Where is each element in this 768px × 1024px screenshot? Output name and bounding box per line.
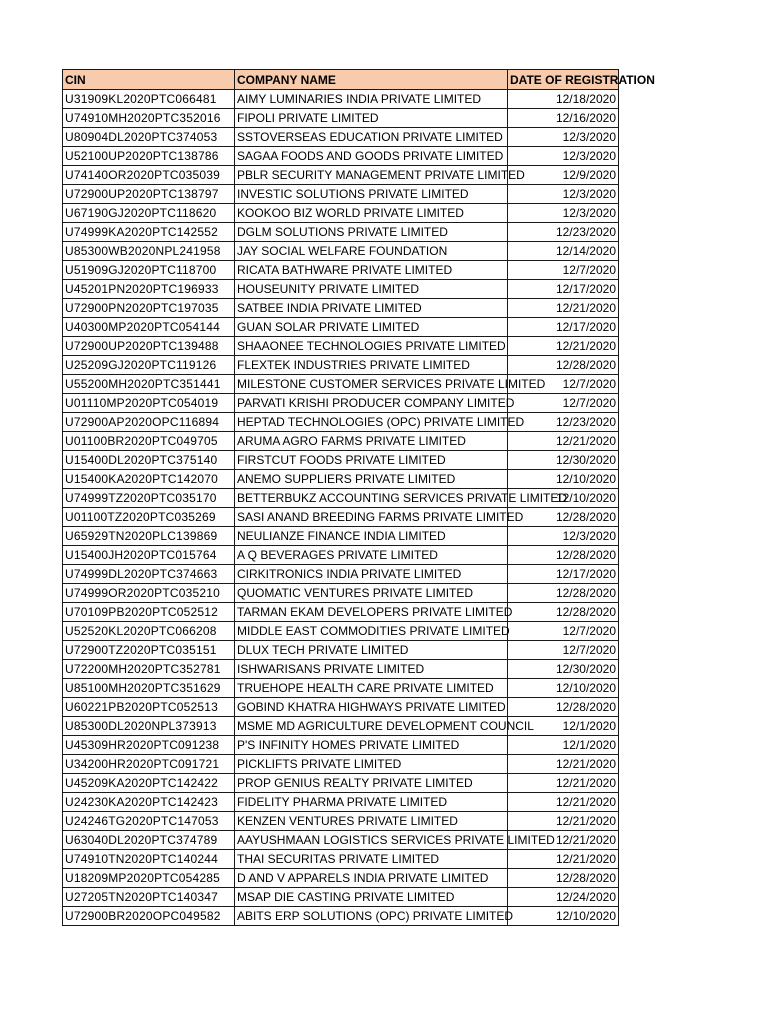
registration-date-cell[interactable]: 12/28/2020 [508,546,619,565]
company-name-cell[interactable]: SAGAA FOODS AND GOODS PRIVATE LIMITED [235,147,508,166]
registration-date-cell[interactable]: 12/7/2020 [508,375,619,394]
registration-date-cell[interactable]: 12/17/2020 [508,280,619,299]
cin-cell[interactable]: U72900TZ2020PTC035151 [63,641,235,660]
cin-cell[interactable]: U72900AP2020OPC116894 [63,413,235,432]
table-row [63,337,619,356]
registration-date-cell[interactable]: 12/7/2020 [508,261,619,280]
table-header [63,70,655,90]
table-row [63,508,619,527]
cin-cell[interactable]: U74999KA2020PTC142552 [63,223,235,242]
company-name-cell[interactable]: MSAP DIE CASTING PRIVATE LIMITED [235,888,508,907]
cin-cell[interactable]: U72900UP2020PTC138797 [63,185,235,204]
cin-cell[interactable]: U40300MP2020PTC054144 [63,318,235,337]
registration-date-cell[interactable]: 12/17/2020 [508,565,619,584]
registration-date-cell[interactable]: 12/1/2020 [508,717,619,736]
registration-date-cell[interactable]: 12/3/2020 [508,185,619,204]
table-row [63,299,619,318]
table-row [63,869,619,888]
company-name-cell[interactable]: GUAN SOLAR PRIVATE LIMITED [235,318,508,337]
cin-cell[interactable]: U85100MH2020PTC351629 [63,679,235,698]
registration-date-cell[interactable]: 12/3/2020 [508,527,619,546]
registration-date-cell[interactable]: 12/21/2020 [508,774,619,793]
registration-date-cell[interactable]: 12/21/2020 [508,337,619,356]
registration-date-cell[interactable]: 12/10/2020 [508,907,619,926]
company-name-cell[interactable]: HOUSEUNITY PRIVATE LIMITED [235,280,508,299]
column-header-cin[interactable]: CIN [63,70,235,90]
company-name-cell[interactable]: SATBEE INDIA PRIVATE LIMITED [235,299,508,318]
company-name-cell[interactable]: D AND V APPARELS INDIA PRIVATE LIMITED [235,869,508,888]
company-name-cell[interactable]: A Q BEVERAGES PRIVATE LIMITED [235,546,508,565]
column-header-company-name[interactable]: COMPANY NAME [235,70,508,90]
table-row [63,375,619,394]
cin-cell[interactable]: U80904DL2020PTC374053 [63,128,235,147]
registration-date-cell[interactable]: 12/3/2020 [508,147,619,166]
registration-date-cell[interactable]: 12/28/2020 [508,869,619,888]
table-row [63,584,619,603]
table-row [63,451,619,470]
cin-cell[interactable]: U34200HR2020PTC091721 [63,755,235,774]
registration-date-cell[interactable]: 12/21/2020 [508,793,619,812]
table-row [63,603,619,622]
company-name-cell[interactable]: SASI ANAND BREEDING FARMS PRIVATE LIMITED [235,508,508,527]
registration-date-cell[interactable]: 12/14/2020 [508,242,619,261]
table-row [63,736,619,755]
company-name-cell[interactable]: MSME MD AGRICULTURE DEVELOPMENT COUNCIL [235,717,508,736]
company-name-cell[interactable]: P'S INFINITY HOMES PRIVATE LIMITED [235,736,508,755]
table-row [63,793,619,812]
cin-cell[interactable]: U72900UP2020PTC139488 [63,337,235,356]
registration-date-cell[interactable]: 12/28/2020 [508,356,619,375]
registration-date-cell[interactable]: 12/17/2020 [508,318,619,337]
company-name-cell[interactable]: INVESTIC SOLUTIONS PRIVATE LIMITED [235,185,508,204]
table-row [63,831,619,850]
table-row [63,413,619,432]
company-name-cell[interactable]: TARMAN EKAM DEVELOPERS PRIVATE LIMITED [235,603,508,622]
table-row [63,223,619,242]
company-name-cell[interactable]: KOOKOO BIZ WORLD PRIVATE LIMITED [235,204,508,223]
table-row [63,565,619,584]
table-row [63,679,619,698]
registration-date-cell[interactable]: 12/7/2020 [508,641,619,660]
cin-cell[interactable]: U72200MH2020PTC352781 [63,660,235,679]
registration-date-cell[interactable]: 12/23/2020 [508,413,619,432]
table-row [63,470,619,489]
table-body [63,90,619,926]
cin-cell[interactable]: U52520KL2020PTC066208 [63,622,235,641]
registration-date-cell[interactable]: 12/9/2020 [508,166,619,185]
cin-cell[interactable]: U70109PB2020PTC052512 [63,603,235,622]
company-name-cell[interactable]: FLEXTEK INDUSTRIES PRIVATE LIMITED [235,356,508,375]
cin-cell[interactable]: U31909KL2020PTC066481 [63,90,235,109]
registration-date-cell[interactable]: 12/18/2020 [508,90,619,109]
registration-date-cell[interactable]: 12/21/2020 [508,755,619,774]
table-row [63,147,619,166]
table-row [63,907,619,926]
cin-cell[interactable]: U65929TN2020PLC139869 [63,527,235,546]
registration-date-cell[interactable]: 12/24/2020 [508,888,619,907]
cin-cell[interactable]: U15400KA2020PTC142070 [63,470,235,489]
table-row [63,166,619,185]
company-name-cell[interactable]: ARUMA AGRO FARMS PRIVATE LIMITED [235,432,508,451]
table-row [63,280,619,299]
cin-cell[interactable]: U72900BR2020OPC049582 [63,907,235,926]
company-name-cell[interactable]: AAYUSHMAAN LOGISTICS SERVICES PRIVATE LIMITED [235,831,508,850]
company-name-cell[interactable]: FIPOLI PRIVATE LIMITED [235,109,508,128]
table-row [63,850,619,869]
registration-date-cell[interactable]: 12/30/2020 [508,660,619,679]
cin-cell[interactable]: U24230KA2020PTC142423 [63,793,235,812]
cin-cell[interactable]: U74999OR2020PTC035210 [63,584,235,603]
table-row [63,394,619,413]
table-row [63,641,619,660]
table-row [63,109,619,128]
table-row [63,888,619,907]
registration-date-cell[interactable]: 12/21/2020 [508,432,619,451]
cin-cell[interactable]: U60221PB2020PTC052513 [63,698,235,717]
cin-cell[interactable]: U25209GJ2020PTC119126 [63,356,235,375]
cin-cell[interactable]: U45201PN2020PTC196933 [63,280,235,299]
table-row [63,432,619,451]
company-name-cell[interactable]: HEPTAD TECHNOLOGIES (OPC) PRIVATE LIMITED [235,413,508,432]
table-row [63,774,619,793]
cin-cell[interactable]: U55200MH2020PTC351441 [63,375,235,394]
table-row [63,546,619,565]
registration-date-cell[interactable]: 12/3/2020 [508,128,619,147]
column-header-date-of-registration[interactable]: DATE OF REGISTRATION [508,70,619,90]
company-name-cell[interactable]: FIRSTCUT FOODS PRIVATE LIMITED [235,451,508,470]
table-row [63,527,619,546]
table-row [63,128,619,147]
company-name-cell[interactable]: DLUX TECH PRIVATE LIMITED [235,641,508,660]
registration-date-cell[interactable]: 12/7/2020 [508,394,619,413]
cin-cell[interactable]: U74999DL2020PTC374663 [63,565,235,584]
company-name-cell[interactable]: BETTERBUKZ ACCOUNTING SERVICES PRIVATE LIMITED [235,489,508,508]
registration-date-cell[interactable]: 12/21/2020 [508,831,619,850]
table-row [63,660,619,679]
registration-date-cell[interactable]: 12/21/2020 [508,812,619,831]
registration-date-cell[interactable]: 12/23/2020 [508,223,619,242]
cin-cell[interactable]: U15400JH2020PTC015764 [63,546,235,565]
cin-cell[interactable]: U67190GJ2020PTC118620 [63,204,235,223]
registration-date-cell[interactable]: 12/10/2020 [508,679,619,698]
company-name-cell[interactable]: ABITS ERP SOLUTIONS (OPC) PRIVATE LIMITED [235,907,508,926]
company-name-cell[interactable]: PICKLIFTS PRIVATE LIMITED [235,755,508,774]
cin-cell[interactable]: U45309HR2020PTC091238 [63,736,235,755]
cin-cell[interactable]: U01100TZ2020PTC035269 [63,508,235,527]
table-row [63,622,619,641]
table-row [63,755,619,774]
registration-date-cell[interactable]: 12/16/2020 [508,109,619,128]
company-name-cell[interactable]: TRUEHOPE HEALTH CARE PRIVATE LIMITED [235,679,508,698]
company-name-cell[interactable]: MIDDLE EAST COMMODITIES PRIVATE LIMITED [235,622,508,641]
cin-cell[interactable]: U01100BR2020PTC049705 [63,432,235,451]
cin-cell[interactable]: U74140OR2020PTC035039 [63,166,235,185]
cin-cell[interactable]: U63040DL2020PTC374789 [63,831,235,850]
registration-date-cell[interactable]: 12/21/2020 [508,299,619,318]
table-row [63,242,619,261]
cin-cell[interactable]: U27205TN2020PTC140347 [63,888,235,907]
cin-cell[interactable]: U15400DL2020PTC375140 [63,451,235,470]
company-name-cell[interactable]: PARVATI KRISHI PRODUCER COMPANY LIMITED [235,394,508,413]
registration-date-cell[interactable]: 12/30/2020 [508,451,619,470]
cin-cell[interactable]: U74910TN2020PTC140244 [63,850,235,869]
company-name-cell[interactable]: PROP GENIUS REALTY PRIVATE LIMITED [235,774,508,793]
cin-cell[interactable]: U01110MP2020PTC054019 [63,394,235,413]
cin-cell[interactable]: U85300WB2020NPL241958 [63,242,235,261]
cin-cell[interactable]: U85300DL2020NPL373913 [63,717,235,736]
table-row [63,489,619,508]
cin-cell[interactable]: U72900PN2020PTC197035 [63,299,235,318]
registration-date-cell[interactable]: 12/3/2020 [508,204,619,223]
registration-date-cell[interactable]: 12/28/2020 [508,698,619,717]
cin-cell[interactable]: U51909GJ2020PTC118700 [63,261,235,280]
company-name-cell[interactable]: ISHWARISANS PRIVATE LIMITED [235,660,508,679]
company-name-cell[interactable]: RICATA BATHWARE PRIVATE LIMITED [235,261,508,280]
cin-cell[interactable]: U74910MH2020PTC352016 [63,109,235,128]
company-name-cell[interactable]: NEULIANZE FINANCE INDIA LIMITED [235,527,508,546]
registration-date-cell[interactable]: 12/10/2020 [508,489,619,508]
company-name-cell[interactable]: PBLR SECURITY MANAGEMENT PRIVATE LIMITED [235,166,508,185]
cin-cell[interactable]: U18209MP2020PTC054285 [63,869,235,888]
table-row [63,812,619,831]
cin-cell[interactable]: U74999TZ2020PTC035170 [63,489,235,508]
company-name-cell[interactable]: GOBIND KHATRA HIGHWAYS PRIVATE LIMITED [235,698,508,717]
registration-date-cell[interactable]: 12/28/2020 [508,584,619,603]
company-name-cell[interactable]: KENZEN VENTURES PRIVATE LIMITED [235,812,508,831]
table-row [63,90,619,109]
registration-date-cell[interactable]: 12/7/2020 [508,622,619,641]
header-row [63,70,619,90]
registration-date-cell[interactable]: 12/1/2020 [508,736,619,755]
cin-cell[interactable]: U45209KA2020PTC142422 [63,774,235,793]
table-row [63,261,619,280]
table-row [63,185,619,204]
registration-date-cell[interactable]: 12/10/2020 [508,470,619,489]
table-row [63,356,619,375]
table-row [63,318,619,337]
company-name-cell[interactable]: AIMY LUMINARIES INDIA PRIVATE LIMITED [235,90,508,109]
company-name-cell[interactable]: MILESTONE CUSTOMER SERVICES PRIVATE LIMITED [235,375,508,394]
company-name-cell[interactable]: JAY SOCIAL WELFARE FOUNDATION [235,242,508,261]
company-name-cell[interactable]: SSTOVERSEAS EDUCATION PRIVATE LIMITED [235,128,508,147]
company-name-cell[interactable]: FIDELITY PHARMA PRIVATE LIMITED [235,793,508,812]
registration-date-cell[interactable]: 12/28/2020 [508,603,619,622]
company-registration-table [62,69,655,926]
registration-date-cell[interactable]: 12/21/2020 [508,850,619,869]
cin-cell[interactable]: U52100UP2020PTC138786 [63,147,235,166]
registration-date-cell[interactable]: 12/28/2020 [508,508,619,527]
table-row [63,717,619,736]
company-name-cell[interactable]: THAI SECURITAS PRIVATE LIMITED [235,850,508,869]
company-name-cell[interactable]: CIRKITRONICS INDIA PRIVATE LIMITED [235,565,508,584]
company-name-cell[interactable]: DGLM SOLUTIONS PRIVATE LIMITED [235,223,508,242]
company-name-cell[interactable]: QUOMATIC VENTURES PRIVATE LIMITED [235,584,508,603]
table-row [63,204,619,223]
cin-cell[interactable]: U24246TG2020PTC147053 [63,812,235,831]
company-name-cell[interactable]: ANEMO SUPPLIERS PRIVATE LIMITED [235,470,508,489]
table-row [63,698,619,717]
company-name-cell[interactable]: SHAAONEE TECHNOLOGIES PRIVATE LIMITED [235,337,508,356]
